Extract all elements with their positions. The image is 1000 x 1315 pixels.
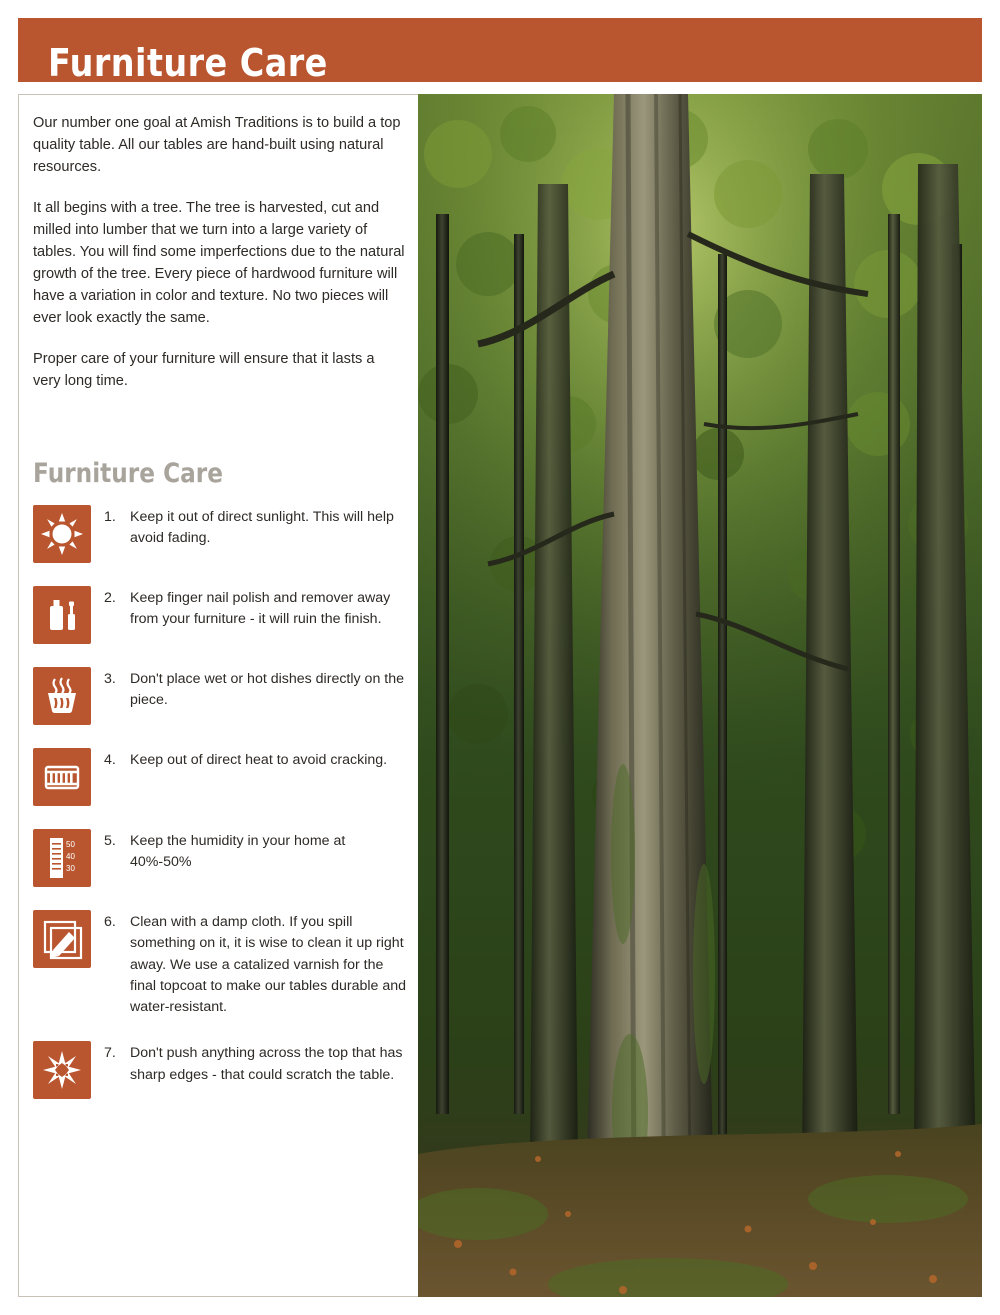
list-item [33,1041,408,1099]
nail-polish-icon [33,586,91,644]
list-item-text: Keep it out of direct sunlight. This will help avoid fading. [130,509,394,547]
page-title: Furniture Care [48,41,328,85]
list-item-text: Don't push anything across the top that has sharp edges - that could scratch the table. [130,1045,403,1083]
sharp-edges-icon [33,1041,91,1099]
list-item [33,586,408,644]
intro-paragraph: Proper care of your furniture will ensure that it lasts a very long time. [33,350,375,389]
damp-cloth-icon [33,910,91,968]
heater-icon [33,748,91,806]
list-item-text: Keep finger nail polish and remover away from your furniture - it will ruin the finish. [130,590,391,628]
section-heading: Furniture Care [33,458,224,489]
list-item-text: Clean with a damp cloth. If you spill something on it, it is wise to clean it up right away. We use a catalized varnish for the final topcoat to make our tables durable and water-resistant. [130,914,407,1016]
sun-icon [33,505,91,563]
list-item-text: Keep out of direct heat to avoid cracking. [130,752,388,768]
header-banner [18,18,982,85]
intro-paragraph: It all begins with a tree. The tree is harvested, cut and milled into lumber that we turn into a large variety of tables. You will find some imperfections due to the natural growth of the tree. Every piece of hardwood furniture will have a variation in color and texture. No two pieces will ever look exactly the same. [33,199,405,327]
humidity-gauge-icon [33,829,91,887]
list-item [33,910,408,1018]
svg-text:40: 40 [66,852,75,861]
list-item-text: Keep the humidity in your home at 40%-50% [130,833,346,871]
list-item [33,829,408,887]
list-item-number: 2. [104,590,116,606]
list-item [33,505,408,563]
svg-text:50: 50 [66,840,75,849]
care-instructions-list [33,505,408,1122]
list-item-number: 5. [104,833,116,849]
forest-photo [418,94,982,1297]
list-item [33,748,408,806]
list-item-number: 6. [104,914,116,930]
list-item-number: 1. [104,509,116,525]
intro-text-column [33,112,405,392]
svg-text:30: 30 [66,864,75,873]
hot-dish-icon [33,667,91,725]
list-item-number: 3. [104,671,116,687]
list-item [33,667,408,725]
intro-paragraph: Our number one goal at Amish Traditions is to build a top quality table. All our tables are hand-built using natural resources. [33,115,401,176]
list-item-text: Don't place wet or hot dishes directly on the piece. [130,671,404,709]
list-item-number: 7. [104,1045,116,1062]
list-item-number: 4. [104,752,116,768]
